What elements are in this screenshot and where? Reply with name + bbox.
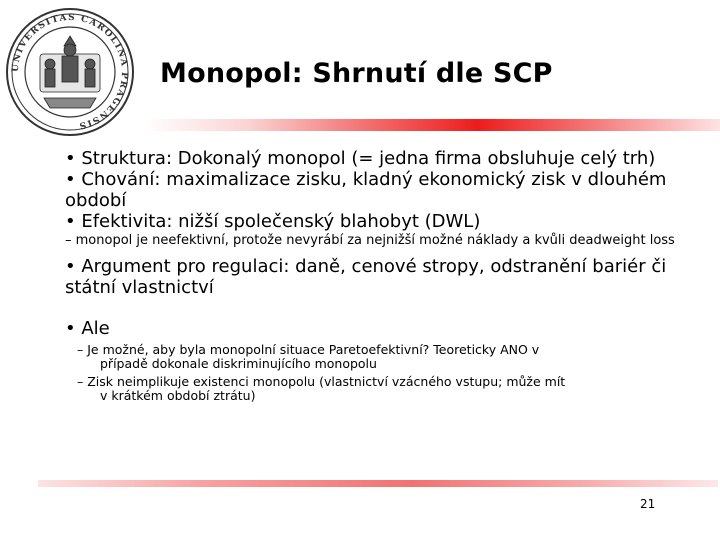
svg-text:UNIVERSITAS CAROLINA PRAGENSIS: UNIVERSITAS CAROLINA PRAGENSIS	[10, 12, 130, 131]
title-underline-bar	[143, 119, 720, 131]
university-seal-logo	[4, 6, 136, 138]
bullet-regulation: • Argument pro regulaci: daně, cenové stropy, odstranění bariér či státní vlastnictví	[65, 256, 667, 298]
subbullet-pareto	[65, 343, 685, 371]
bullet-ale: • Ale	[65, 318, 110, 339]
bullet-structure: • Struktura: Dokonalý monopol (= jedna firma obsluhuje celý trh)	[65, 148, 656, 169]
page-number: 21	[640, 497, 656, 511]
footer-bar	[38, 480, 718, 487]
subbullet-pareto-line1: – Je možné, aby byla monopolní situace Paretoefektivní? Teoreticky ANO v	[77, 342, 540, 357]
slide-title: Monopol: Shrnutí dle SCP	[160, 58, 553, 89]
slide-content	[65, 148, 685, 403]
efficiency-note: – monopol je neefektivní, protože nevyrábí za nejnižší možné náklady a kvůli deadweight loss	[65, 233, 675, 248]
bullet-efficiency: • Efektivita: nižší společenský blahobyt (DWL)	[65, 211, 481, 232]
subbullet-pareto-line2: případě dokonale diskriminujícího monopolu	[100, 356, 377, 371]
bullet-behavior: • Chování: maximalizace zisku, kladný ekonomický zisk v dlouhém období	[65, 169, 667, 211]
subbullet-profit-line1: – Zisk neimplikuje existenci monopolu (vlastnictví vzácného vstupu; může mít	[77, 374, 566, 389]
subbullet-profit	[65, 375, 685, 403]
subbullet-profit-line2: v krátkém období ztrátu)	[100, 388, 256, 403]
